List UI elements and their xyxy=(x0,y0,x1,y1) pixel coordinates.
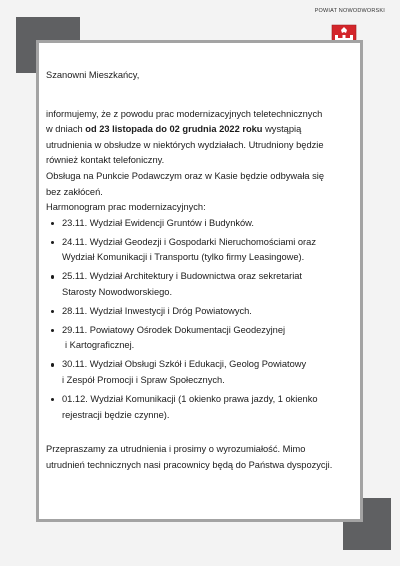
list-item-text: 30.11. Wydział Obsługi Szkół i Edukacji, Geolog Powiatowy xyxy=(62,359,307,370)
list-item-text: 28.11. Wydział Inwestycji i Dróg Powiatowych. xyxy=(62,305,252,316)
list-item-text: Starosty Nowodworskiego. xyxy=(62,286,173,297)
intro-text: wystąpią xyxy=(262,124,302,135)
list-item-text: Wydział Komunikacji i Transportu (tylko firmy Leasingowe). xyxy=(62,252,305,263)
list-item xyxy=(62,216,362,235)
schedule-title: Harmonogram prac modernizacyjnych: xyxy=(46,202,206,213)
list-item xyxy=(62,323,362,358)
list-item-text: 23.11. Wydział Ewidencji Gruntów i Budynków. xyxy=(62,217,254,228)
list-item-text: i Zespół Promocji i Spraw Społecznych. xyxy=(62,375,225,386)
service-line: bez zakłóceń. xyxy=(46,186,103,197)
brand-name: POWIAT NOWODWORSKI xyxy=(314,8,385,14)
list-item xyxy=(62,357,362,392)
list-item-text: 24.11. Wydział Geodezji i Gospodarki Nieruchomościami oraz xyxy=(62,236,316,247)
list-item xyxy=(62,304,362,323)
list-item-text: i Kartograficznej. xyxy=(65,340,135,351)
intro-line: również kontakt telefoniczny. xyxy=(46,155,165,166)
intro-line: utrudnienia w obsłudze w niektórych wydziałach. Utrudniony będzie xyxy=(46,139,324,150)
list-item-text: 25.11. Wydział Architektury i Budownictwa oraz sekretariat xyxy=(62,271,303,282)
closing-line: utrudnień technicznych nasi pracownicy będą do Państwa dyspozycji. xyxy=(46,459,333,470)
closing-line: Przepraszamy za utrudnienia i prosimy o wyrozumiałość. Mimo xyxy=(46,444,306,455)
date-range: od 23 listopada do 02 grudnia 2022 roku xyxy=(85,124,263,135)
list-item-text: rejestracji będzie czynne). xyxy=(62,409,170,420)
intro-line-dates xyxy=(46,122,362,138)
list-item-text: 01.12. Wydział Komunikacji (1 okienko prawa jazdy, 1 okienko xyxy=(62,394,318,405)
list-item xyxy=(62,392,362,427)
intro-text: w dniach xyxy=(46,124,86,135)
notice-content xyxy=(46,68,362,473)
intro-line: informujemy, że z powodu prac modernizacyjnych teletechnicznych xyxy=(46,108,323,119)
greeting: Szanowni Mieszkańcy, xyxy=(46,70,140,80)
list-item xyxy=(62,235,362,270)
schedule-list xyxy=(46,216,362,427)
list-item-text: 29.11. Powiatowy Ośrodek Dokumentacji Geodezyjnej xyxy=(62,324,286,335)
service-line: Obsługa na Punkcie Podawczym oraz w Kasie będzie odbywała się xyxy=(46,170,325,181)
list-item xyxy=(62,269,362,304)
